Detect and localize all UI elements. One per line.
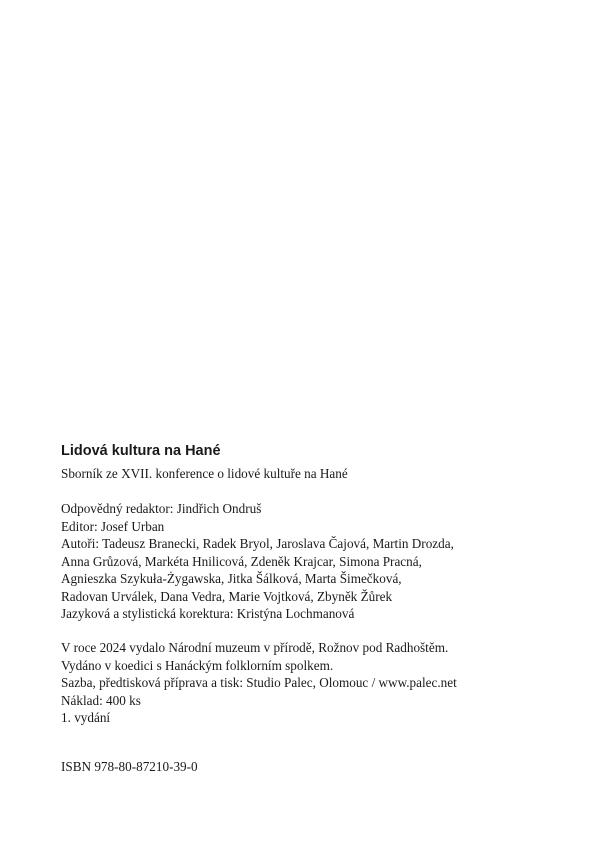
publication-line-typesetting: Sazba, předtisková příprava a tisk: Studio Palec, Olomouc / www.palec.net [61, 675, 457, 690]
book-title: Lidová kultura na Hané [61, 443, 221, 459]
credits-block [61, 500, 454, 623]
credit-line-editor: Editor: Josef Urban [61, 518, 165, 534]
isbn: ISBN 978-80-87210-39-0 [61, 759, 198, 774]
publication-line-coedition: Vydáno v koedici s Hanáckým folklorním spolkem. [61, 657, 334, 673]
publication-block [61, 639, 457, 727]
credit-line-authors-2: Anna Grůzová, Markéta Hnilicová, Zdeněk Krajcar, Simona Pracná, [61, 553, 422, 569]
book-subtitle: Sborník ze XVII. konference o lidové kultuře na Hané [61, 466, 348, 481]
credit-line-editor-in-charge: Odpovědný redaktor: Jindřich Ondruš [61, 501, 262, 516]
publication-line-publisher: V roce 2024 vydalo Národní muzeum v přírodě, Rožnov pod Radhoštěm. [61, 640, 449, 655]
credit-line-authors-1: Autoři: Tadeusz Branecki, Radek Bryol, Jaroslava Čajová, Martin Drozda, [61, 536, 454, 551]
credit-line-authors-3: Agnieszka Szykuła-Żygawska, Jitka Šálková, Marta Šimečková, [61, 571, 402, 586]
publication-line-print-run: Náklad: 400 ks [61, 692, 141, 708]
publication-line-edition: 1. vydání [61, 710, 111, 725]
credit-line-authors-4: Radovan Urválek, Dana Vedra, Marie Vojtková, Zbyněk Žůrek [61, 588, 393, 604]
credit-line-proofreading: Jazyková a stylistická korektura: Kristýna Lochmanová [61, 606, 355, 621]
